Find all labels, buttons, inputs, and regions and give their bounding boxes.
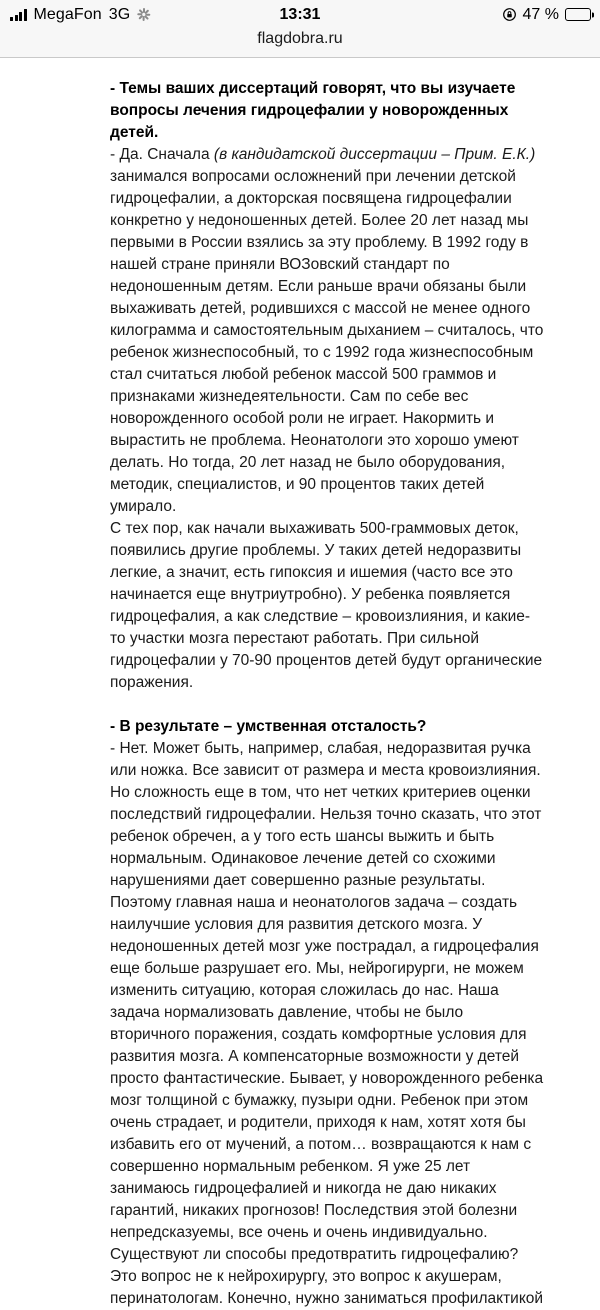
activity-spinner-icon — [137, 8, 151, 22]
clock-label: 13:31 — [279, 5, 321, 23]
network-type-label: 3G — [108, 5, 131, 23]
carrier-label: MegaFon — [33, 5, 102, 23]
url-text[interactable]: flagdobra.ru — [257, 30, 343, 47]
battery-icon — [565, 8, 591, 21]
editor-note: (в кандидатской диссертации – Прим. Е.К.) — [213, 146, 536, 163]
answer-prefix: - Да. Сначала — [110, 146, 214, 163]
status-bar — [0, 0, 600, 29]
url-bar[interactable] — [0, 29, 600, 57]
page-content — [0, 58, 600, 1310]
paragraph-spacer — [110, 694, 545, 716]
status-bar-right — [502, 6, 591, 24]
rotation-lock-icon — [502, 7, 517, 22]
answer-paragraph: С тех пор, как начали выхаживать 500-граммовых деток, появились другие проблемы. У таких детей недоразвиты легкие, а значит, есть гипоксия и ишемия (часто все это начинается еще внутриутробно). У ребенка появляется гидроцефалия, а как следствие – кровоизлияния, и какие-то участки мозга перестают работать. При сильной гидроцефалии у 70-90 процентов детей будут органические поражения. — [110, 520, 543, 691]
browser-chrome — [0, 0, 600, 58]
answer-paragraph: - Нет. Может быть, например, слабая, недоразвитая ручка или ножка. Все зависит от размера и места кровоизлияния. Но сложность еще в том, что нет четких критериев оценки последствий гидроцефалии. Нельзя точно сказать, что этот ребенок обречен, а у того есть шансы выжить и быть нормальным. Одинаковое лечение детей со схожими нарушениями дает совершенно разные результаты. Поэтому главная наша и неонатологов задача – создать наилучшие условия для развития детского мозга. У недоношенных детей мозг уже пострадал, а гидроцефалия еще больше разрушает его. Мы, нейрогирурги, не можем изменить ситуацию, которая сложилась до нас. Наша задача нормализовать давление, чтобы не было вторичного поражения, создать комфортные условия для развития мозга. А компенсаторные возможности у детей просто фантастические. Бывает, у новорожденного ребенка мозг толщиной с бумажку, пузыри одни. Ребенок при этом очень страдает, и родители, приходя к нам, хотят хотя бы избавить его от мучений, а потом… возвращаются к нам с совершенно нормальным ребенком. Я уже 25 лет занимаюсь гидроцефалией и никогда не даю никаких гарантий, никаких прогнозов! Последствия этой болезни непредсказуемы, все очень и очень индивидуально. — [110, 740, 544, 1241]
status-bar-left — [10, 6, 151, 24]
battery-percent-label: 47 % — [522, 5, 559, 23]
answer-suffix: занимался вопросами осложнений при лечении детской гидроцефалии, а докторская посвящена гидроцефалии конкретно у недоношенных детей. Более 20 лет назад мы первыми в России взялись за эту проблему. В 1992 году в нашей стране приняли ВОЗовский стандарт по недоношенным детям. Если раньше врачи обязаны были выхаживать детей, родившихся с массой не менее одного килограмма и самостоятельным дыханием – считалось, что ребенок жизнеспособный, то с 1992 года жизнеспособным стал считаться любой ребенок массой 500 граммов и признаками жизнедеятельности. Сам по себе вес новорожденного особой роли не играет. Накормить и вырастить не проблема. Неонатологи это хорошо умеют делать. Но тогда, 20 лет назад не было оборудования, методик, специалистов, и 90 процентов таких детей умирало. — [110, 168, 544, 515]
answer-paragraph: Это вопрос не к нейрохирургу, это вопрос к акушерам, перинатологам. Конечно, нужно заниматься профилактикой — [110, 1268, 544, 1307]
answer-paragraph: Существуют ли способы предотвратить гидроцефалию? — [110, 1246, 519, 1263]
signal-bars-icon — [10, 9, 27, 21]
answer-paragraph — [110, 144, 545, 518]
question-heading: - Темы ваших диссертаций говорят, что вы изучаете вопросы лечения гидроцефалии у новорожденных детей. — [110, 80, 516, 141]
article-body — [110, 78, 545, 1310]
question-heading: - В результате – умственная отсталость? — [110, 718, 427, 735]
